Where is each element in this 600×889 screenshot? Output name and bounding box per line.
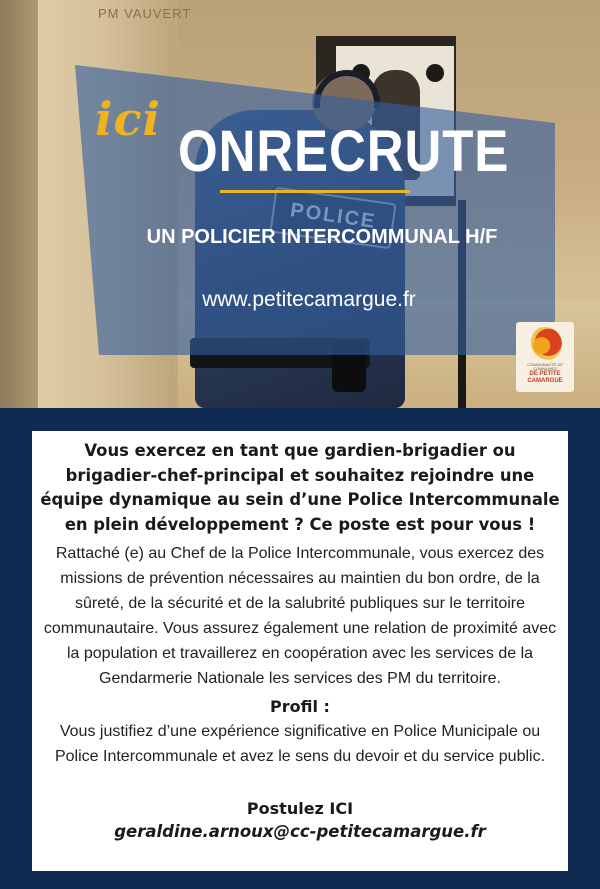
lead-paragraph: Vous exercez en tant que gardien-brigadier ou brigadier-chef-principal et souhaitez rejoindre une équipe dynamique au sein d’une Police Intercommunale en plein développement ? Ce poste est pour vous ! — [40, 441, 560, 534]
headline: ONRECRUTE — [178, 119, 510, 184]
logo-small-text: COMMUNAUTÉ DE COMMUNES — [527, 362, 563, 372]
job-description-card — [32, 431, 568, 871]
target-ring-right — [426, 64, 444, 82]
mission-paragraph: Rattaché (e) au Chef de la Police Intercommunale, vous exercez des missions de prévention nécessaires au maintien du bon ordre, de la sûreté, de la sécurité et de la salubrité publiques sur le territoire communautaire. Vous assurez également une relation de proximité avec la population et travaillerez en coopération avec les services de la Gendarmerie Nationale les services des PM du territoire. — [43, 545, 557, 687]
logo-line-1: DE PETITE — [529, 371, 561, 378]
petite-camargue-logo — [516, 322, 574, 392]
profile-paragraph: Vous justifiez d’une expérience significative en Police Municipale ou Police Intercommunale et avez le sens du devoir et du service public. — [54, 723, 546, 765]
apply-email-link[interactable]: geraldine.arnoux@cc-petitecamargue.fr — [114, 822, 486, 841]
hero-banner — [0, 0, 600, 408]
ici-label: ici — [95, 92, 161, 146]
website-link[interactable]: www.petitecamargue.fr — [202, 288, 416, 311]
profile-heading: Profil : — [270, 697, 330, 716]
headline-underline — [220, 190, 410, 193]
job-title: UN POLICIER INTERCOMMUNAL H/F — [146, 226, 498, 248]
logo-line-2: CAMARGUE — [527, 377, 563, 384]
apply-heading: Postulez ICI — [246, 799, 354, 818]
post-label: PM VAUVERT — [98, 6, 192, 21]
logo-mark-icon — [528, 327, 562, 361]
